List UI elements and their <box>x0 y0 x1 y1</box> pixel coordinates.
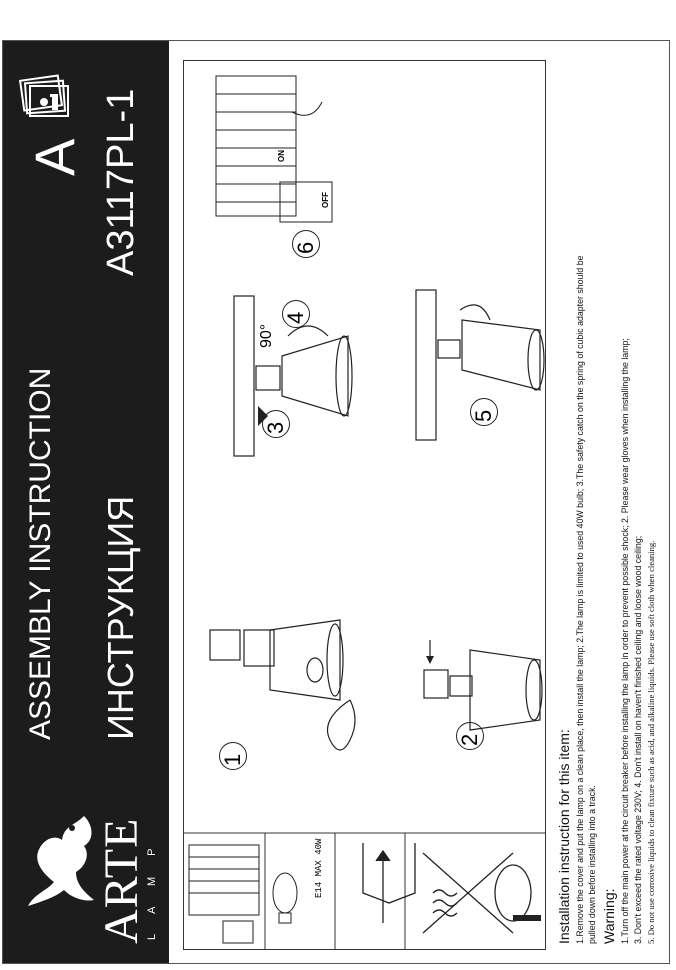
install-heading: Installation instruction for this item: <box>556 729 572 944</box>
bulb-label: E14 MAX 40W <box>314 838 324 898</box>
step-2-number: 2 <box>457 733 482 746</box>
warning-line-1: 1.Turn off the main power at the circuit breaker before installing the lamp in order to prevent possible shock; 2. Please wear gloves when installing the lamp; <box>620 338 630 944</box>
warning-line-3: 5. Do not use corrosive liquids to clean fixture such as acid, and alkaline liquids. Please use soft cloth when cleaning. <box>646 540 656 944</box>
step5-diagram <box>410 290 550 450</box>
step-1-number: 1 <box>220 753 245 766</box>
brand-name: ARTE <box>95 817 148 944</box>
icons-panel <box>183 833 546 950</box>
step-6-number: 6 <box>293 241 318 254</box>
manual-info-icon <box>14 72 74 122</box>
letter-a: A <box>23 138 86 176</box>
install-line-2: pulled down before installing into a track. <box>587 785 597 944</box>
title-russian: ИНСТРУКЦИЯ <box>100 495 141 740</box>
warning-line-2: 3. Don't exceed the rated voltage 230V; 4. Don't install on haven't finished ceiling and loose wood ceiling; <box>633 535 643 944</box>
model-number: A3117PL-1 <box>100 88 142 276</box>
step-4-number: 4 <box>283 311 308 324</box>
step-5-number: 5 <box>471 409 496 422</box>
off-label: OFF <box>321 192 330 208</box>
on-label: ON <box>277 150 286 162</box>
step-3-number: 3 <box>263 421 288 434</box>
brand-sub: L A M P <box>146 839 158 940</box>
title-english: ASSEMBLY INSTRUCTION <box>24 367 57 740</box>
angle-label: 90° <box>258 323 275 348</box>
arte-lamp-logo-icon <box>14 806 104 916</box>
warning-heading: Warning: <box>601 888 617 944</box>
install-line-1: 1.Remove the cover and put the lamp on a clean place, then install the lamp; 2.The lamp is limited to used 40W bulb; 3.The safety catch on the spring of cubic adapter should be <box>575 255 585 944</box>
step2-diagram <box>410 640 550 740</box>
